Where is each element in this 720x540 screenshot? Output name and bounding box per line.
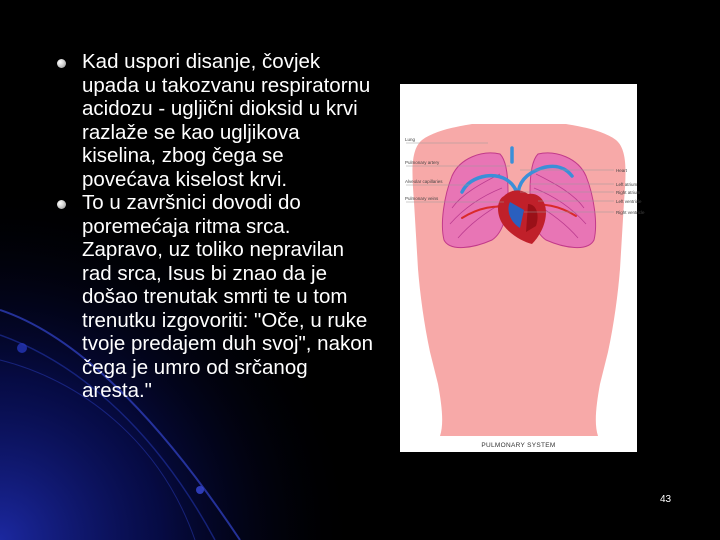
label-alveolar-capillaries: Alveolar capillaries [405,179,443,184]
figure-caption: PULMONARY SYSTEM [481,442,556,449]
page-number: 43 [660,494,672,505]
label-left-atrium: Left atrium [616,182,638,187]
bullet-icon [57,59,66,68]
bullet-item [55,50,375,191]
bullet-icon [57,200,66,209]
label-heart: Heart [616,168,628,173]
pulmonary-diagram [400,84,645,452]
bullet-text: Kad uspori disanje, čovjek upada u takozvanu respiratornu acidozu - ugljični dioksid u krvi razlaže se kao ugljikova kiselina, zbog čega se povećava kiselost krvi. [82,50,371,191]
label-pulmonary-artery: Pulmonary artery [405,160,440,165]
label-right-atrium: Right atrium [616,190,641,195]
bullet-text: To u završnici dovodi do poremećaja ritma srca. Zapravo, uz toliko nepravilan rad srca, Isus bi znao da je došao trenutak smrti te u tom trenutku izgovoriti: "Oče, u ruke tvoje predajem duh svoj", nakon čega je umro od srčanog aresta." [82,191,374,402]
label-pulmonary-veins: Pulmonary veins [405,196,439,201]
bullet-item [55,191,375,403]
bullet-list [55,50,375,403]
label-left-ventricle: Left ventricle [616,199,642,204]
torso-shape [412,124,625,436]
pulmonary-system-figure [400,84,645,452]
label-right-ventricle: Right ventricle [616,210,645,215]
label-lung: Lung [405,137,416,142]
